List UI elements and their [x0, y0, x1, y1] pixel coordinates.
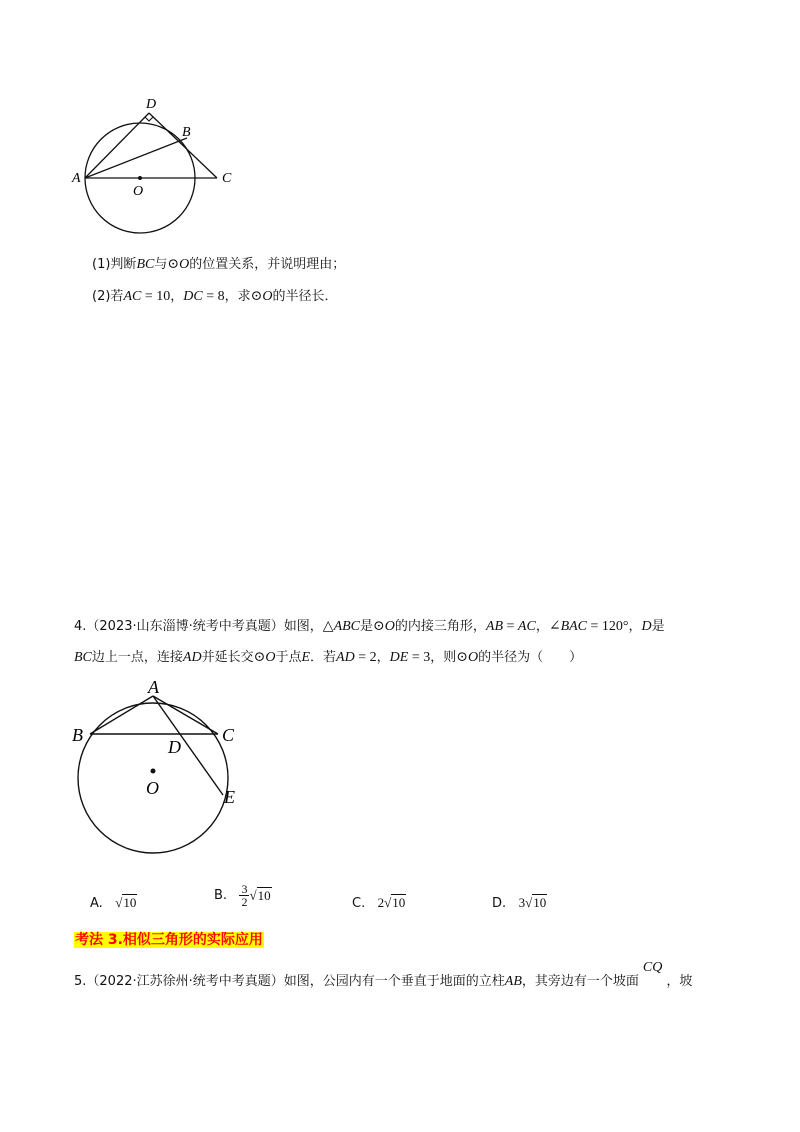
label-c: C	[222, 171, 232, 186]
line-ab	[90, 696, 153, 734]
line-ad	[85, 113, 149, 178]
q5-stem: 5.（2022·江苏徐州·统考中考真题）如图，公园内有一个垂直于地面的立柱AB，其旁边有一个坡面CQ，坡	[74, 960, 693, 989]
q4-stem-line2: BC边上一点，连接AD并延长交⊙O于点E．若AD = 2，DE = 3，则⊙O的半径为（ ）	[74, 650, 583, 665]
sqrt-expression: 3√10	[518, 895, 547, 910]
option-a[interactable]: A. √10	[90, 895, 137, 911]
right-angle-mark	[145, 117, 153, 121]
center-point-o	[138, 176, 142, 180]
section-heading: 考法 3.相似三角形的实际应用	[75, 932, 263, 948]
label-c: C	[222, 725, 235, 745]
line-ae	[153, 696, 223, 795]
sqrt-expression: √10	[115, 895, 137, 910]
label-b: B	[182, 125, 191, 140]
label-o: O	[133, 184, 144, 199]
label-a: A	[72, 171, 81, 186]
line-dc	[149, 113, 217, 178]
sqrt-expression: √10	[249, 887, 271, 903]
line-ab	[85, 138, 187, 178]
sqrt-expression: 2√10	[377, 895, 406, 910]
q3-part2: (2)若AC = 10，DC = 8，求⊙O的半径长．	[92, 289, 338, 304]
label-b: B	[72, 725, 83, 745]
line-ac	[153, 696, 218, 734]
figure-circle-tangent	[60, 92, 250, 242]
label-d: D	[168, 737, 181, 757]
q4-stem-line1: 4.（2023·山东淄博·统考中考真题）如图，△ABC是⊙O的内接三角形，AB = AC，∠BAC = 120°，D是	[74, 619, 665, 634]
label-e: E	[224, 787, 235, 807]
label-o: O	[146, 778, 159, 798]
q3-part1: (1)判断BC与⊙O的位置关系，并说明理由；	[92, 257, 346, 272]
option-c[interactable]: C. 2√10	[352, 895, 406, 911]
label-a: A	[148, 677, 159, 697]
option-b[interactable]: B. $\frac{3}{2}$ √10	[214, 882, 271, 909]
figure-inscribed-triangle	[60, 675, 260, 855]
option-d[interactable]: D. 3√10	[492, 895, 547, 911]
label-d: D	[146, 97, 157, 112]
fraction: $\frac{3}{2}$	[241, 882, 248, 909]
center-point-o	[151, 769, 156, 774]
